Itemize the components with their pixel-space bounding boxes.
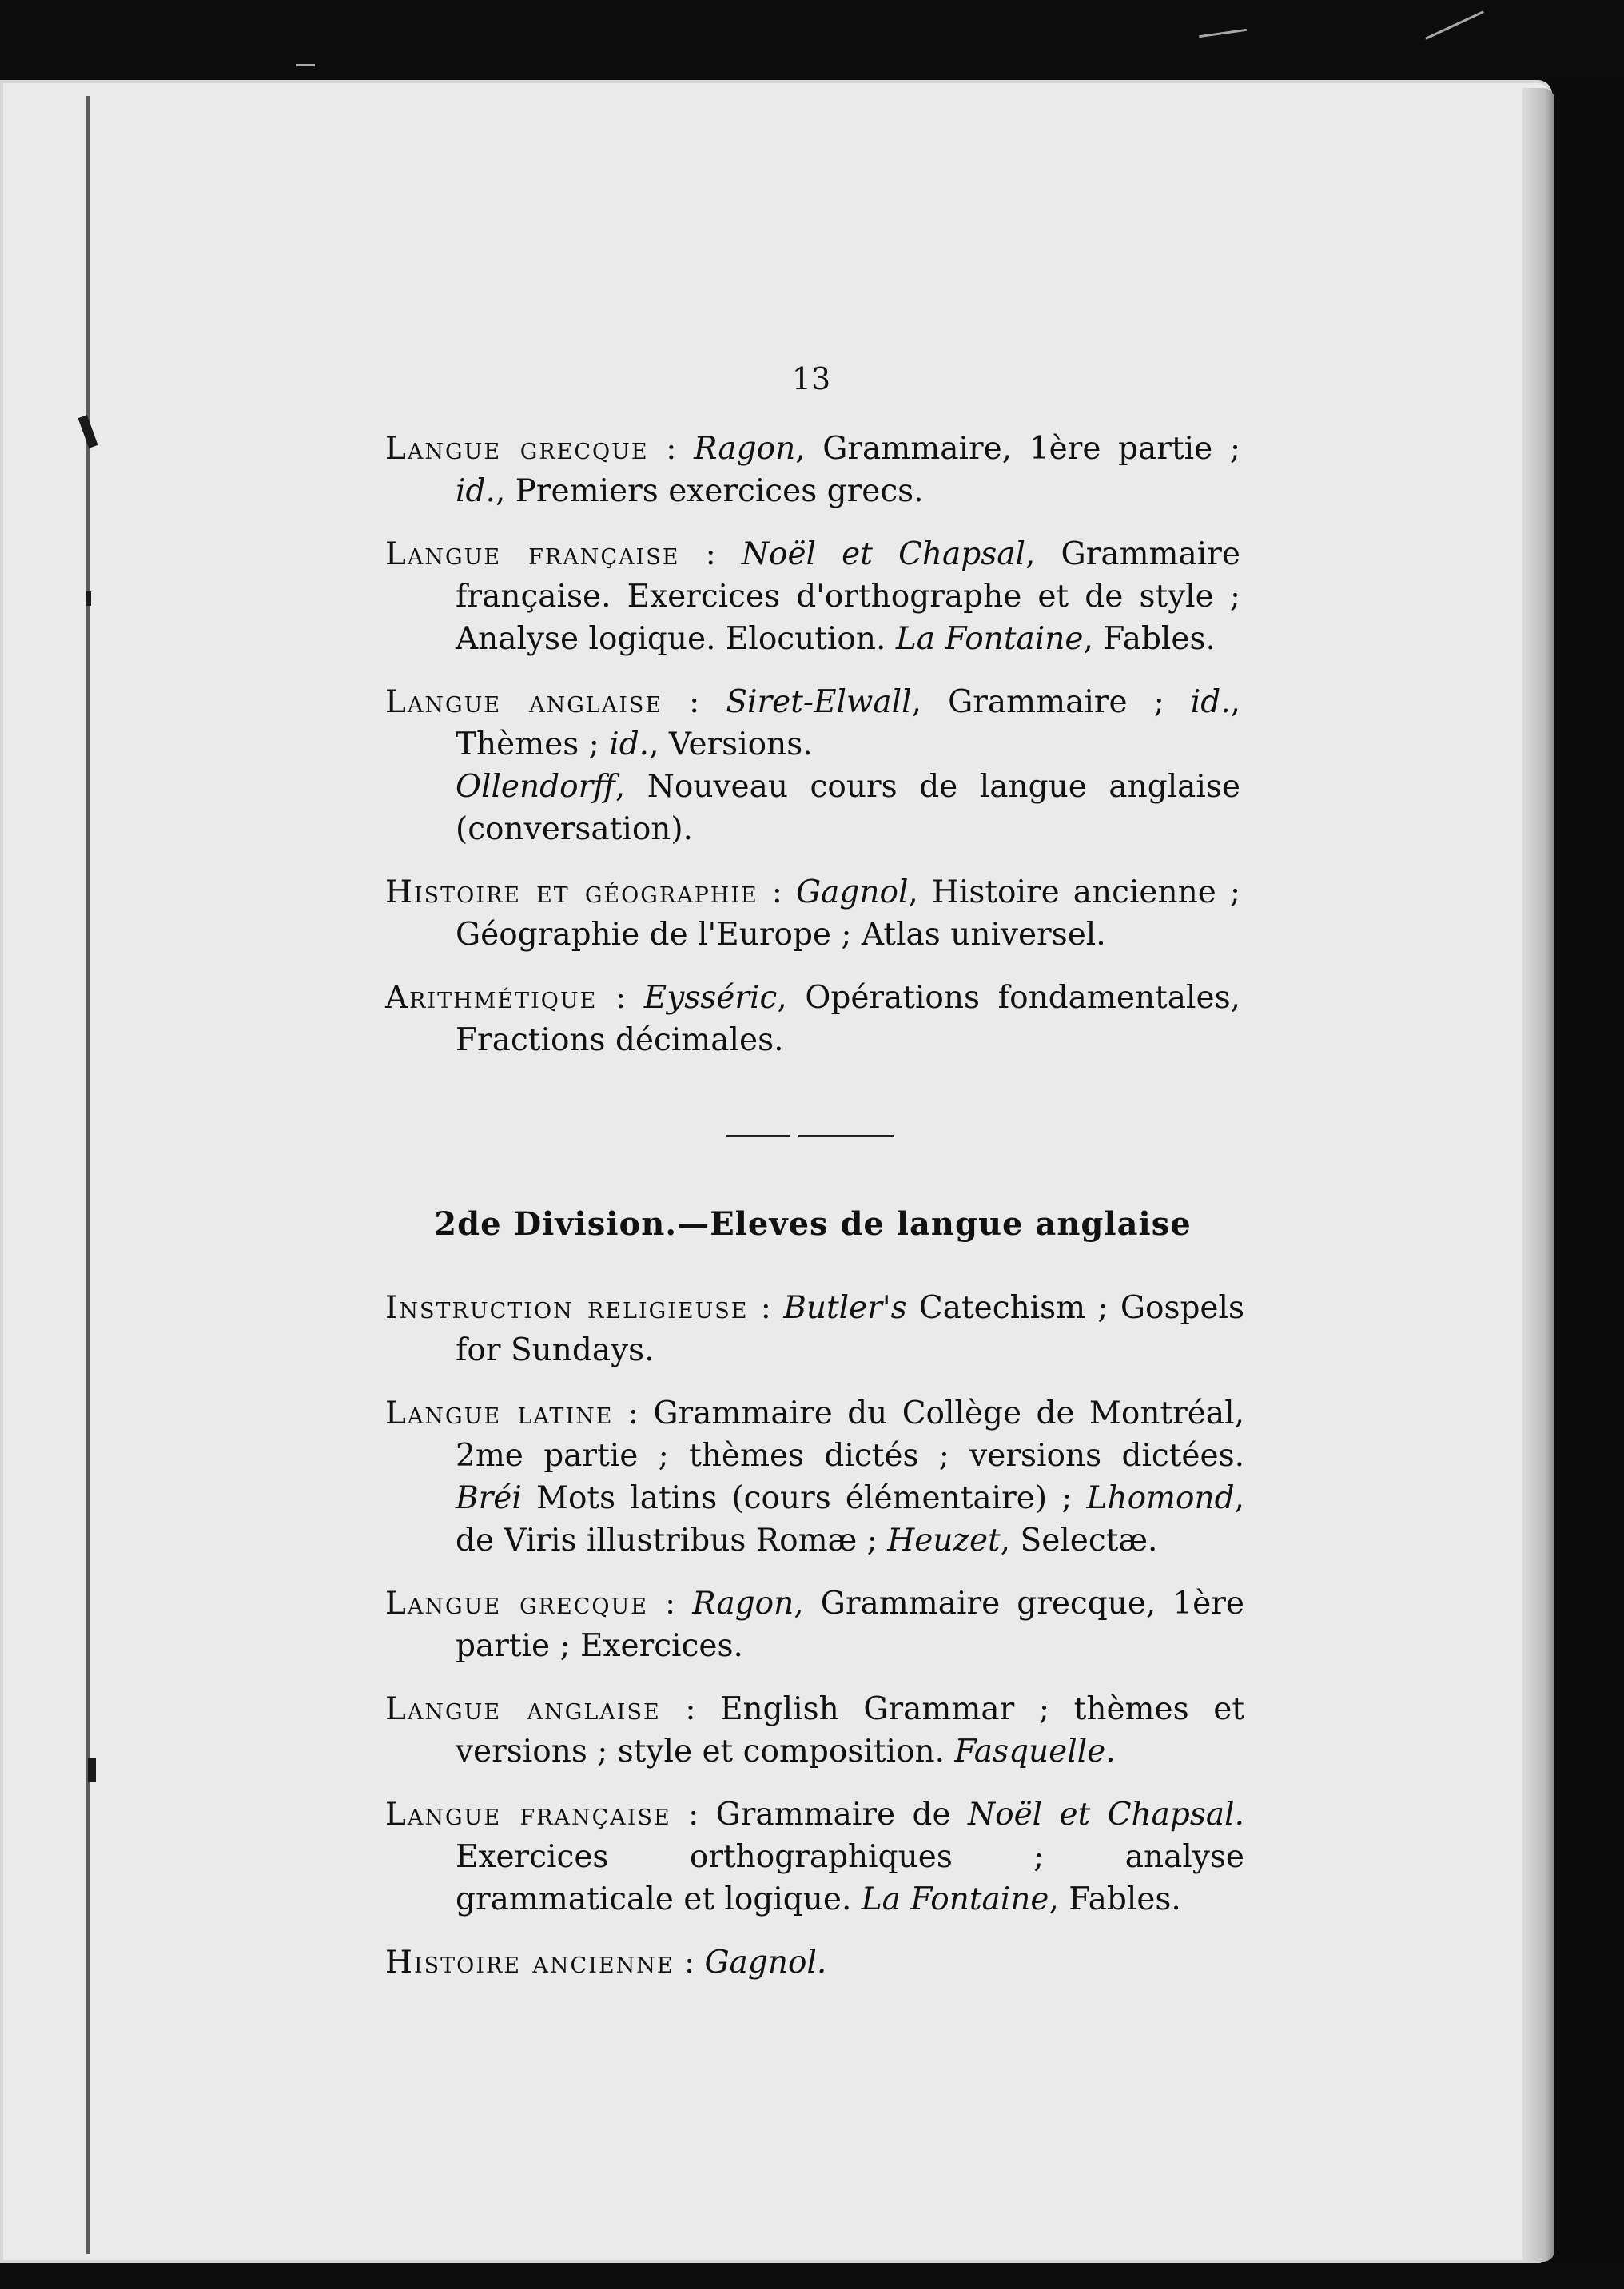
- entry-text: , Grammaire, 1ère partie ;: [795, 431, 1240, 467]
- entry-italic-text: id.: [1190, 684, 1231, 720]
- page-number: 13: [791, 361, 831, 396]
- subject-heading: Instruction religieuse: [385, 1290, 749, 1326]
- course-entry: [385, 871, 1240, 956]
- entry-italic-text: Heuzet: [887, 1523, 1001, 1559]
- course-entry: [385, 1392, 1244, 1562]
- subject-heading: Arithmétique: [385, 980, 598, 1016]
- subject-heading: Langue grecque: [385, 1586, 648, 1622]
- entry-text: , Fables.: [1049, 1881, 1181, 1917]
- entry-italic-text: Fasquelle.: [954, 1734, 1116, 1769]
- subject-heading: Histoire ancienne: [385, 1945, 675, 1980]
- entry-text: , Grammaire grecque, 1ère partie ; Exercices.: [456, 1586, 1244, 1664]
- subject-heading: Langue française: [385, 1797, 671, 1833]
- entry-italic-text: Ragon: [694, 431, 796, 467]
- subject-heading: Langue anglaise: [385, 684, 663, 720]
- entry-text: Exercices orthographiques ; analyse grammaticale et logique.: [456, 1839, 1244, 1917]
- course-entry: [385, 428, 1240, 512]
- entry-italic-text: Lhomond: [1086, 1480, 1235, 1516]
- subject-heading: Langue grecque: [385, 431, 649, 467]
- entry-text: , Thèmes ;: [456, 684, 1240, 762]
- entry-italic-text: Noël et Chapsal.: [967, 1797, 1245, 1833]
- entry-text: , Premiers exercices grecs.: [495, 473, 924, 509]
- entry-text: , de Viris illustribus Romæ ;: [456, 1480, 1244, 1559]
- subject-heading: Langue française: [385, 536, 680, 572]
- entry-italic-text: id.: [609, 727, 650, 762]
- entry-italic-text: Siret-Elwall: [726, 684, 912, 720]
- entry-italic-text: id.: [456, 473, 496, 509]
- course-entry: [385, 1287, 1244, 1371]
- entry-text: :: [663, 684, 726, 720]
- entry-text: Catechism ; Gospels for Sundays.: [456, 1290, 1245, 1368]
- entry-text: , Histoire ancienne ; Géographie de l'Europe ; Atlas universel.: [456, 874, 1241, 953]
- entry-text: , Grammaire française. Exercices d'orthographe et de style ; Analyse logique. Elocution.: [456, 536, 1240, 657]
- entry-text: , Selectæ.: [1000, 1523, 1158, 1559]
- scan-top-border: [0, 0, 1624, 80]
- course-entry: [385, 1941, 1244, 1984]
- entry-text: Mots latins (cours élémentaire) ;: [521, 1480, 1087, 1516]
- entry-text: :: [648, 431, 695, 467]
- division-title: 2de Division.—Eleves de langue anglaise: [434, 1205, 1192, 1243]
- gutter-mark: [86, 591, 91, 606]
- course-list-second-division: [385, 1287, 1244, 2004]
- entry-text: :: [758, 874, 796, 910]
- separator-rule: [726, 1135, 894, 1137]
- subject-heading: Histoire et géographie: [385, 874, 758, 910]
- gutter-mark: [88, 1758, 96, 1782]
- scan-bottom-border: [0, 2265, 1624, 2289]
- entry-text: :: [597, 980, 644, 1016]
- entry-text: , Opérations fondamentales, Fractions décimales.: [456, 980, 1240, 1058]
- course-entry: [385, 1793, 1244, 1921]
- course-entry: [385, 1582, 1244, 1667]
- entry-text: :: [647, 1586, 693, 1622]
- course-entry: [385, 533, 1240, 660]
- subject-heading: Langue latine: [385, 1395, 614, 1431]
- course-list-first: [385, 428, 1240, 1082]
- entry-text: , Nouveau cours de langue anglaise (conversation).: [456, 769, 1240, 847]
- course-entry: [385, 977, 1240, 1061]
- course-entry: [385, 681, 1240, 850]
- entry-italic-text: La Fontaine: [895, 621, 1084, 657]
- entry-italic-text: Gagnol: [795, 874, 909, 910]
- course-entry: [385, 1688, 1244, 1773]
- entry-italic-text: Ollendorff: [456, 769, 615, 805]
- entry-text: : Grammaire de: [671, 1797, 968, 1833]
- entry-text: : Grammaire du Collège de Montréal, 2me partie ; thèmes dictés ; versions dictées.: [456, 1395, 1244, 1474]
- entry-italic-text: Ragon: [692, 1586, 794, 1622]
- entry-subline: [456, 766, 1240, 850]
- entry-italic-text: Gagnol.: [704, 1945, 827, 1980]
- subject-heading: Langue anglaise: [385, 1691, 661, 1727]
- entry-italic-text: Bréi: [456, 1480, 522, 1516]
- entry-italic-text: Butler's: [783, 1290, 907, 1326]
- entry-text: , Versions.: [649, 727, 813, 762]
- entry-italic-text: Eysséric: [643, 980, 778, 1016]
- scan-scratch: [296, 64, 315, 66]
- entry-text: , Fables.: [1083, 621, 1216, 657]
- entry-text: , Grammaire ;: [911, 684, 1191, 720]
- entry-text: :: [679, 536, 742, 572]
- entry-text: :: [674, 1945, 705, 1980]
- entry-text: : English Grammar ; thèmes et versions ; style et composition.: [456, 1691, 1244, 1769]
- entry-italic-text: Noël et Chapsal: [741, 536, 1025, 572]
- page-right-edge: [1522, 88, 1554, 2262]
- entry-italic-text: La Fontaine: [861, 1881, 1049, 1917]
- entry-text: :: [748, 1290, 784, 1326]
